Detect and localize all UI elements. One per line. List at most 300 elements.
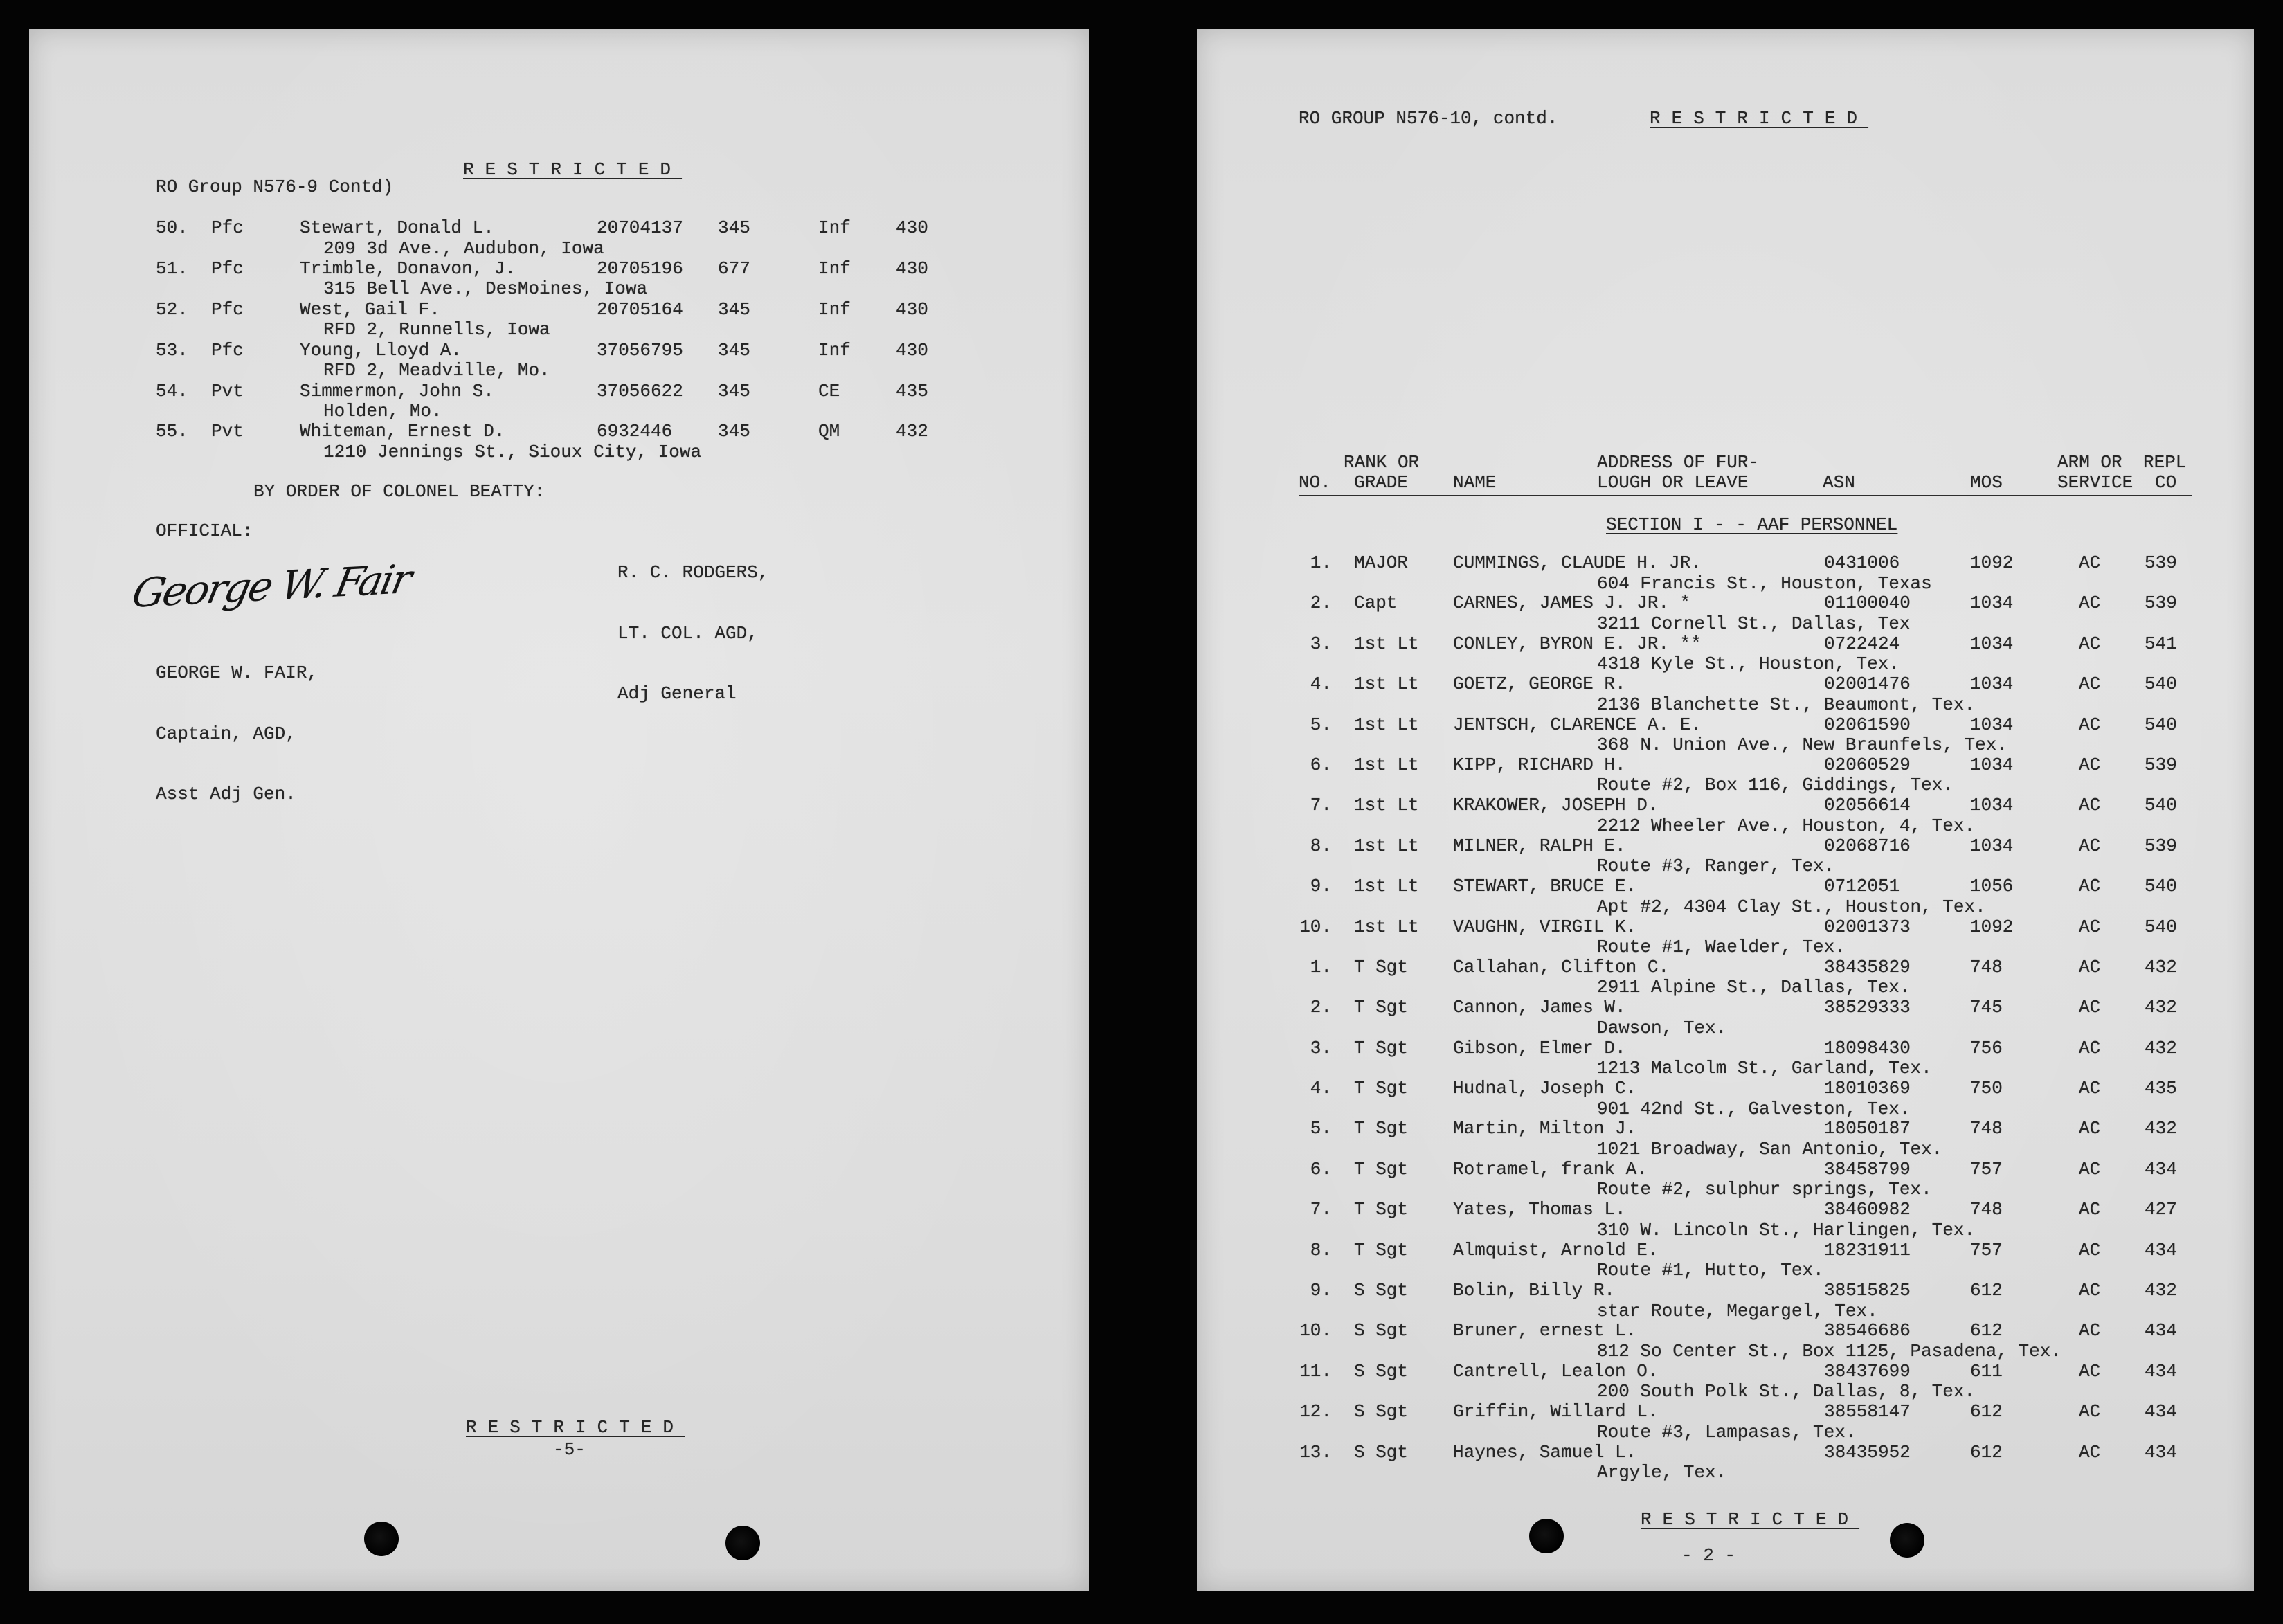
mos-code: 345 [718, 298, 750, 320]
group-line: RO GROUP N576-10, contd. [1299, 108, 1558, 129]
arm-or-service: AC [2079, 916, 2101, 937]
repl-co: 434 [2145, 1441, 2177, 1463]
arm-or-service: Inf [818, 258, 851, 279]
row-number: 8. [1310, 1239, 1332, 1261]
arm-or-service: AC [2079, 1118, 2101, 1139]
serial-number: 38435952 [1824, 1441, 1911, 1463]
mos-code: 748 [1970, 1199, 2003, 1220]
serial-number: 38546686 [1824, 1320, 1911, 1342]
arm-or-service: CE [818, 380, 840, 402]
row-number: 3. [1310, 1037, 1332, 1058]
roster-table [1197, 553, 2254, 1483]
arm-or-service: Inf [818, 217, 851, 238]
roster-row [1197, 593, 2254, 633]
repl-co: 432 [2145, 997, 2177, 1018]
signer-name: GEORGE W. FAIR, [156, 662, 318, 683]
arm-or-service: AC [2079, 1401, 2101, 1423]
serial-number: 02001373 [1824, 916, 1911, 937]
column-header-repl: REPL [2143, 452, 2187, 473]
repl-co: 540 [2145, 876, 2177, 897]
row-number: 52. [156, 298, 188, 320]
column-header-arm: ARM OR [2057, 452, 2122, 473]
soldier-name: Rotramel, frank A. [1453, 1158, 1648, 1180]
repl-co: 434 [2145, 1320, 2177, 1342]
mos-code: 345 [718, 421, 750, 442]
roster-table [29, 218, 1089, 462]
furlough-address: 604 Francis St., Houston, Texas [1597, 572, 1932, 594]
serial-number: 37056622 [597, 380, 683, 402]
serial-number: 38437699 [1824, 1360, 1911, 1382]
roster-row [29, 422, 1089, 462]
column-header-address: LOUGH OR LEAVE [1597, 472, 1749, 493]
row-number: 12. [1299, 1401, 1332, 1423]
mos-code: 757 [1970, 1239, 2003, 1261]
row-number: 3. [1310, 633, 1332, 654]
soldier-name: Simmermon, John S. [300, 380, 494, 402]
rank-grade: T Sgt [1354, 1158, 1409, 1180]
mos-code: 345 [718, 339, 750, 361]
soldier-name: Trimble, Donavon, J. [300, 258, 516, 279]
mos-code: 1034 [1970, 754, 2014, 775]
mos-code: 1034 [1970, 795, 2014, 816]
roster-row [1197, 755, 2254, 795]
roster-row [29, 341, 1089, 381]
furlough-address: Route #2, sulphur springs, Tex. [1597, 1179, 1932, 1200]
repl-co: 539 [2145, 754, 2177, 775]
row-number: 1. [1310, 552, 1332, 573]
mos-code: 757 [1970, 1158, 2003, 1180]
rank-grade: S Sgt [1354, 1401, 1409, 1423]
serial-number: 02061590 [1824, 714, 1911, 735]
soldier-name: Whiteman, Ernest D. [300, 421, 505, 442]
handwritten-signature: George W. Fair [128, 555, 414, 617]
soldier-name: VAUGHN, VIRGIL K. [1453, 916, 1637, 937]
furlough-address: 1213 Malcolm St., Garland, Tex. [1597, 1058, 1932, 1079]
serial-number: 37056795 [597, 339, 683, 361]
roster-row [1197, 917, 2254, 957]
roster-row [1197, 1200, 2254, 1240]
soldier-name: STEWART, BRUCE E. [1453, 876, 1637, 897]
rank-grade: 1st Lt [1354, 795, 1419, 816]
arm-or-service: AC [2079, 997, 2101, 1018]
row-number: 2. [1310, 997, 1332, 1018]
page-number: - 2 - [1681, 1545, 1736, 1566]
mos-code: 748 [1970, 1118, 2003, 1139]
rank-grade: Pvt [211, 421, 244, 442]
row-number: 5. [1310, 1118, 1332, 1139]
roster-row [29, 381, 1089, 422]
rank-grade: 1st Lt [1354, 916, 1419, 937]
soldier-name: CARNES, JAMES J. JR. * [1453, 593, 1691, 614]
mos-code: 612 [1970, 1280, 2003, 1301]
row-number: 5. [1310, 714, 1332, 735]
soldier-name: Callahan, Clifton C. [1453, 956, 1670, 977]
roster-row [1197, 1362, 2254, 1402]
row-number: 1. [1310, 956, 1332, 977]
mos-code: 612 [1970, 1401, 2003, 1423]
column-header-mos: MOS [1970, 472, 2003, 493]
rank-grade: 1st Lt [1354, 633, 1419, 654]
roster-row [1197, 998, 2254, 1038]
furlough-address: Argyle, Tex. [1597, 1462, 1727, 1483]
furlough-address: RFD 2, Runnells, Iowa [323, 319, 550, 341]
furlough-address: 1021 Broadway, San Antonio, Tex. [1597, 1138, 1943, 1160]
rank-grade: S Sgt [1354, 1320, 1409, 1342]
repl-co: 540 [2145, 795, 2177, 816]
rank-grade: T Sgt [1354, 1078, 1409, 1099]
roster-row [1197, 836, 2254, 876]
furlough-address: 200 South Polk St., Dallas, 8, Tex. [1597, 1381, 1976, 1402]
mos-code: 1034 [1970, 633, 2014, 654]
row-number: 8. [1310, 835, 1332, 856]
repl-co: 434 [2145, 1239, 2177, 1261]
restricted-footer: RESTRICTED [1641, 1509, 1860, 1530]
rank-grade: Pfc [211, 339, 244, 361]
mos-code: 345 [718, 380, 750, 402]
serial-number: 02056614 [1824, 795, 1911, 816]
row-number: 7. [1310, 795, 1332, 816]
soldier-name: Young, Lloyd A. [300, 339, 462, 361]
roster-row [1197, 1281, 2254, 1321]
roster-row [1197, 1119, 2254, 1159]
furlough-address: 2911 Alpine St., Dallas, Tex. [1597, 977, 1911, 998]
serial-number: 38460982 [1824, 1199, 1911, 1220]
rank-grade: T Sgt [1354, 1118, 1409, 1139]
roster-row [29, 259, 1089, 300]
column-header-grade: RANK OR [1344, 452, 1420, 473]
arm-or-service: AC [2079, 674, 2101, 695]
furlough-address: 1210 Jennings St., Sioux City, Iowa [323, 441, 702, 462]
repl-co: 432 [2145, 1280, 2177, 1301]
serial-number: 0712051 [1824, 876, 1900, 897]
rank-grade: Capt [1354, 593, 1398, 614]
soldier-name: Cantrell, Lealon O. [1453, 1360, 1659, 1382]
rank-grade: T Sgt [1354, 1199, 1409, 1220]
signer-title: Asst Adj Gen. [156, 784, 296, 804]
rank-grade: MAJOR [1354, 552, 1409, 573]
soldier-name: Bruner, ernest L. [1453, 1320, 1637, 1342]
soldier-name: KRAKOWER, JOSEPH D. [1453, 795, 1659, 816]
column-header-name: NAME [1453, 472, 1497, 493]
repl-co: 539 [2145, 593, 2177, 614]
arm-or-service: QM [818, 421, 840, 442]
restricted-footer: RESTRICTED [466, 1417, 685, 1438]
soldier-name: CUMMINGS, CLAUDE H. JR. [1453, 552, 1702, 573]
roster-row [1197, 1160, 2254, 1200]
furlough-address: star Route, Megargel, Tex. [1597, 1300, 1878, 1321]
mos-code: 1092 [1970, 552, 2014, 573]
repl-co: 430 [896, 298, 928, 320]
row-number: 7. [1310, 1199, 1332, 1220]
rank-grade: S Sgt [1354, 1441, 1409, 1463]
rank-grade: 1st Lt [1354, 876, 1419, 897]
arm-or-service: AC [2079, 1037, 2101, 1058]
roster-row [1197, 1240, 2254, 1281]
repl-co: 432 [896, 421, 928, 442]
mos-code: 611 [1970, 1360, 2003, 1382]
mos-code: 612 [1970, 1320, 2003, 1342]
arm-or-service: AC [2079, 1441, 2101, 1463]
soldier-name: West, Gail F. [300, 298, 440, 320]
restricted-header: RESTRICTED [463, 159, 683, 180]
soldier-name: MILNER, RALPH E. [1453, 835, 1626, 856]
left-page [29, 29, 1089, 1591]
signer-name: R. C. RODGERS, [617, 562, 769, 583]
row-number: 10. [1299, 1320, 1332, 1342]
column-header-arm: SERVICE [2057, 472, 2133, 493]
header-divider [1299, 495, 2192, 496]
serial-number: 38558147 [1824, 1401, 1911, 1423]
mos-code: 756 [1970, 1037, 2003, 1058]
furlough-address: 4318 Kyle St., Houston, Tex. [1597, 653, 1900, 675]
repl-co: 541 [2145, 633, 2177, 654]
row-number: 10. [1299, 916, 1332, 937]
furlough-address: Route #3, Lampasas, Tex. [1597, 1421, 1857, 1443]
row-number: 13. [1299, 1441, 1332, 1463]
soldier-name: Yates, Thomas L. [1453, 1199, 1626, 1220]
arm-or-service: AC [2079, 1320, 2101, 1342]
repl-co: 430 [896, 339, 928, 361]
furlough-address: 2212 Wheeler Ave., Houston, 4, Tex. [1597, 815, 1976, 836]
roster-row [1197, 1038, 2254, 1079]
punch-hole [1529, 1519, 1564, 1553]
row-number: 50. [156, 217, 188, 238]
arm-or-service: Inf [818, 339, 851, 361]
row-number: 6. [1310, 754, 1332, 775]
mos-code: 345 [718, 217, 750, 238]
furlough-address: Route #2, Box 116, Giddings, Tex. [1597, 775, 1953, 796]
furlough-address: Route #1, Hutto, Tex. [1597, 1260, 1824, 1281]
row-number: 9. [1310, 876, 1332, 897]
roster-row [1197, 553, 2254, 593]
soldier-name: CONLEY, BYRON E. JR. ** [1453, 633, 1702, 654]
serial-number: 18231911 [1824, 1239, 1911, 1261]
arm-or-service: AC [2079, 956, 2101, 977]
repl-co: 539 [2145, 835, 2177, 856]
furlough-address: Dawson, Tex. [1597, 1017, 1727, 1038]
mos-code: 1056 [1970, 876, 2014, 897]
rank-grade: Pvt [211, 380, 244, 402]
repl-co: 432 [2145, 956, 2177, 977]
furlough-address: Route #1, Waelder, Tex. [1597, 937, 1846, 958]
repl-co: 432 [2145, 1118, 2177, 1139]
serial-number: 18098430 [1824, 1037, 1911, 1058]
furlough-address: 368 N. Union Ave., New Braunfels, Tex. [1597, 734, 2007, 756]
fair-signature-block [156, 623, 318, 845]
repl-co: 434 [2145, 1158, 2177, 1180]
furlough-address: Route #3, Ranger, Tex. [1597, 856, 1835, 877]
rank-grade: 1st Lt [1354, 674, 1419, 695]
repl-co: 435 [2145, 1078, 2177, 1099]
rank-grade: S Sgt [1354, 1360, 1409, 1382]
mos-code: 1034 [1970, 835, 2014, 856]
official-label: OFFICIAL: [156, 521, 253, 541]
roster-row [1197, 957, 2254, 998]
roster-row [29, 300, 1089, 341]
roster-row [1197, 715, 2254, 755]
arm-or-service: AC [2079, 1078, 2101, 1099]
arm-or-service: AC [2079, 714, 2101, 735]
serial-number: 38515825 [1824, 1280, 1911, 1301]
section-title: SECTION I - - AAF PERSONNEL [1606, 514, 1898, 535]
serial-number: 02068716 [1824, 835, 1911, 856]
serial-number: 0431006 [1824, 552, 1900, 573]
serial-number: 02060529 [1824, 754, 1911, 775]
row-number: 54. [156, 380, 188, 402]
furlough-address: 901 42nd St., Galveston, Tex. [1597, 1098, 1911, 1119]
arm-or-service: AC [2079, 1239, 2101, 1261]
furlough-address: Apt #2, 4304 Clay St., Houston, Tex. [1597, 896, 1986, 917]
serial-number: 20705164 [597, 298, 683, 320]
arm-or-service: Inf [818, 298, 851, 320]
soldier-name: Almquist, Arnold E. [1453, 1239, 1659, 1261]
soldier-name: Hudnal, Joseph C. [1453, 1078, 1637, 1099]
repl-co: 432 [2145, 1037, 2177, 1058]
mos-code: 612 [1970, 1441, 2003, 1463]
repl-co: 540 [2145, 714, 2177, 735]
serial-number: 38435829 [1824, 956, 1911, 977]
repl-co: 434 [2145, 1401, 2177, 1423]
row-number: 4. [1310, 1078, 1332, 1099]
soldier-name: JENTSCH, CLARENCE A. E. [1453, 714, 1702, 735]
arm-or-service: AC [2079, 835, 2101, 856]
row-number: 53. [156, 339, 188, 361]
repl-co: 430 [896, 258, 928, 279]
soldier-name: Griffin, Willard L. [1453, 1401, 1659, 1423]
roster-row [1197, 1402, 2254, 1442]
soldier-name: GOETZ, GEORGE R. [1453, 674, 1626, 695]
mos-code: 745 [1970, 997, 2003, 1018]
punch-hole [725, 1526, 760, 1560]
furlough-address: 2136 Blanchette St., Beaumont, Tex. [1597, 694, 1976, 715]
rank-grade: Pfc [211, 258, 244, 279]
row-number: 4. [1310, 674, 1332, 695]
rank-grade: Pfc [211, 217, 244, 238]
furlough-address: 315 Bell Ave., DesMoines, Iowa [323, 278, 648, 300]
repl-co: 539 [2145, 552, 2177, 573]
soldier-name: Gibson, Elmer D. [1453, 1037, 1626, 1058]
soldier-name: KIPP, RICHARD H. [1453, 754, 1626, 775]
roster-row [1197, 795, 2254, 836]
row-number: 6. [1310, 1158, 1332, 1180]
arm-or-service: AC [2079, 1360, 2101, 1382]
row-number: 9. [1310, 1280, 1332, 1301]
serial-number: 18010369 [1824, 1078, 1911, 1099]
column-header-repl: CO [2155, 472, 2177, 493]
column-header-asn: ASN [1823, 472, 1855, 493]
arm-or-service: AC [2079, 1280, 2101, 1301]
serial-number: 6932446 [597, 421, 673, 442]
signer-rank: Captain, AGD, [156, 723, 296, 744]
mos-code: 1034 [1970, 714, 2014, 735]
row-number: 51. [156, 258, 188, 279]
repl-co: 540 [2145, 674, 2177, 695]
soldier-name: Martin, Milton J. [1453, 1118, 1637, 1139]
mos-code: 748 [1970, 956, 2003, 977]
soldier-name: Stewart, Donald L. [300, 217, 494, 238]
arm-or-service: AC [2079, 633, 2101, 654]
soldier-name: Bolin, Billy R. [1453, 1280, 1616, 1301]
mos-code: 1034 [1970, 674, 2014, 695]
punch-hole [364, 1522, 399, 1556]
serial-number: 0722424 [1824, 633, 1900, 654]
signer-rank: LT. COL. AGD, [617, 622, 758, 644]
rank-grade: T Sgt [1354, 1037, 1409, 1058]
rank-grade: T Sgt [1354, 956, 1409, 977]
furlough-address: 310 W. Lincoln St., Harlingen, Tex. [1597, 1219, 1976, 1240]
rank-grade: 1st Lt [1354, 714, 1419, 735]
serial-number: 38458799 [1824, 1158, 1911, 1180]
serial-number: 20705196 [597, 258, 683, 279]
repl-co: 427 [2145, 1199, 2177, 1220]
repl-co: 430 [896, 217, 928, 238]
column-header-address: ADDRESS OF FUR- [1597, 452, 1760, 473]
row-number: 55. [156, 421, 188, 442]
group-line: RO Group N576-9 Contd) [156, 177, 394, 197]
serial-number: 20704137 [597, 217, 683, 238]
arm-or-service: AC [2079, 1158, 2101, 1180]
mos-code: 1034 [1970, 593, 2014, 614]
arm-or-service: AC [2079, 795, 2101, 816]
arm-or-service: AC [2079, 876, 2101, 897]
row-number: 11. [1299, 1360, 1332, 1382]
right-page [1197, 29, 2254, 1591]
serial-number: 38529333 [1824, 997, 1911, 1018]
signer-title: Adj General [617, 683, 737, 704]
serial-number: 18050187 [1824, 1118, 1911, 1139]
roster-row [1197, 1443, 2254, 1483]
repl-co: 434 [2145, 1360, 2177, 1382]
order-line: BY ORDER OF COLONEL BEATTY: [253, 481, 545, 502]
punch-hole [1890, 1523, 1924, 1558]
row-number: 2. [1310, 593, 1332, 614]
rank-grade: S Sgt [1354, 1280, 1409, 1301]
roster-row [29, 218, 1089, 259]
rank-grade: 1st Lt [1354, 754, 1419, 775]
roster-row [1197, 674, 2254, 714]
repl-co: 435 [896, 380, 928, 402]
mos-code: 677 [718, 258, 750, 279]
rodgers-signature-block [617, 523, 768, 745]
roster-row [1197, 1079, 2254, 1119]
arm-or-service: AC [2079, 593, 2101, 614]
furlough-address: RFD 2, Meadville, Mo. [323, 360, 550, 381]
rank-grade: T Sgt [1354, 997, 1409, 1018]
rank-grade: 1st Lt [1354, 835, 1419, 856]
page-number: -5- [553, 1439, 586, 1460]
mos-code: 750 [1970, 1078, 2003, 1099]
serial-number: 02001476 [1824, 674, 1911, 695]
roster-row [1197, 634, 2254, 674]
mos-code: 1092 [1970, 916, 2014, 937]
rank-grade: Pfc [211, 298, 244, 320]
furlough-address: 3211 Cornell St., Dallas, Tex [1597, 613, 1911, 634]
rank-grade: T Sgt [1354, 1239, 1409, 1261]
furlough-address: 812 So Center St., Box 1125, Pasadena, Tex. [1597, 1340, 2061, 1362]
arm-or-service: AC [2079, 552, 2101, 573]
column-header-no: NO. [1299, 472, 1331, 493]
furlough-address: 209 3d Ave., Audubon, Iowa [323, 237, 604, 259]
soldier-name: Haynes, Samuel L. [1453, 1441, 1637, 1463]
roster-row [1197, 1321, 2254, 1361]
soldier-name: Cannon, James W. [1453, 997, 1626, 1018]
arm-or-service: AC [2079, 754, 2101, 775]
furlough-address: Holden, Mo. [323, 401, 442, 422]
column-header-grade: GRADE [1354, 472, 1409, 493]
roster-row [1197, 876, 2254, 917]
repl-co: 540 [2145, 916, 2177, 937]
arm-or-service: AC [2079, 1199, 2101, 1220]
